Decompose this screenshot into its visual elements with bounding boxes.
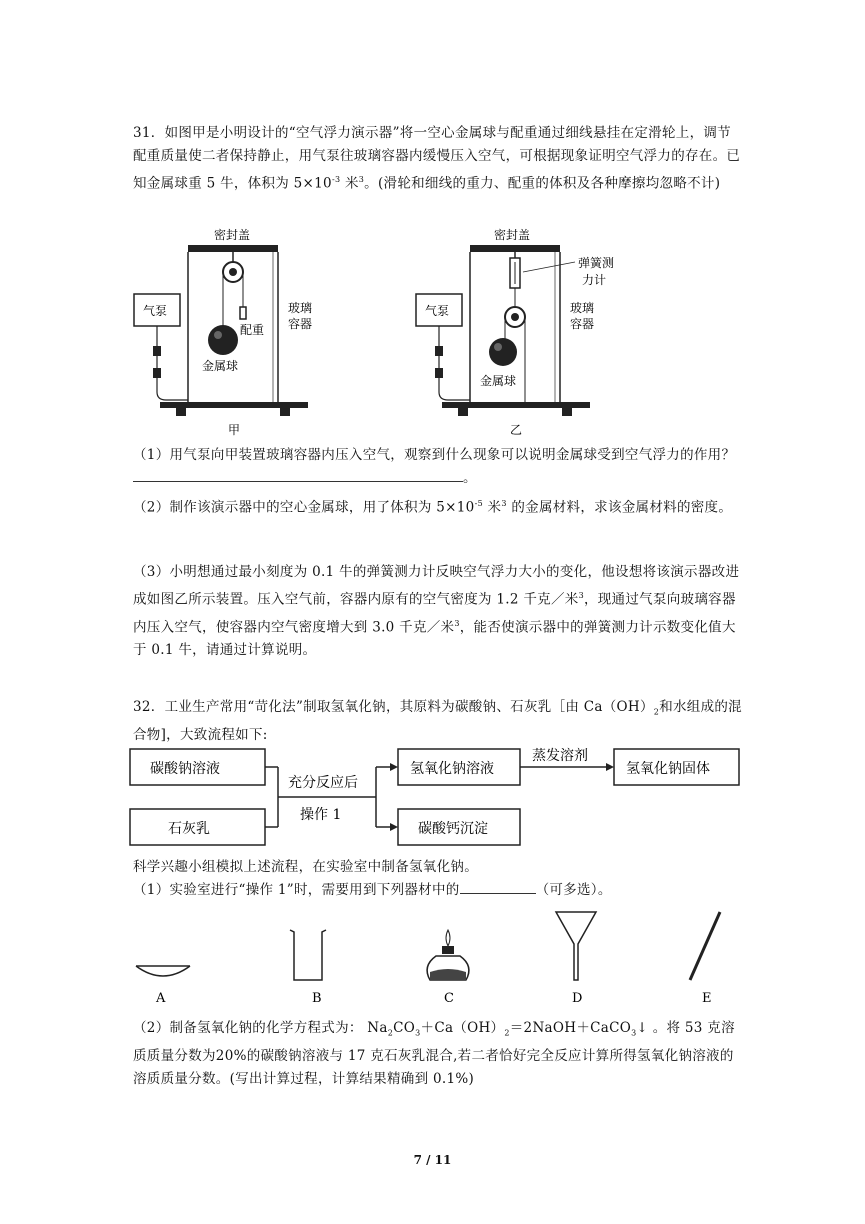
q31-s1-answer-blank[interactable] xyxy=(133,467,463,482)
q31-s3-text: （3）小明想通过最小刻度为 0.1 牛的弹簧测力计反映空气浮力大小的变化，他设想将该演示器改进成如图乙所示装置。压入空气前，容器内原有的空气密度为 1.2 千克／米 xyxy=(133,564,740,608)
q31-s3-end: ，能否使演示器中的弹簧测力计示数变化值大于 0.1 牛，请通过计算说明。 xyxy=(133,619,736,658)
glass-label-jia-2: 容器 xyxy=(288,317,313,331)
q31-intro-unit: 米 xyxy=(340,175,359,192)
q31-s3-exp2: 3 xyxy=(454,618,460,628)
label-c: C xyxy=(444,991,454,1006)
lid-label-yi: 密封盖 xyxy=(494,228,531,242)
q31-s3-exp: 3 xyxy=(578,591,584,600)
apparatus-yi xyxy=(416,227,614,437)
q32-intro-text: 32．工业生产常用“苛化法”制取氢氧化钠，其原料为碳酸钠、石灰乳［由 Ca（OH） xyxy=(133,699,654,715)
funnel-icon xyxy=(556,912,596,980)
q32-s1-text: （1）实验室进行“操作 1”时，需要用到下列器材中的 xyxy=(133,882,460,898)
label-b: B xyxy=(312,991,322,1006)
q32-s2-sub1: 2 xyxy=(387,1028,394,1038)
q31-intro-text: 31．如图甲是小明设计的“空气浮力演示器”将一空心金属球与配重通过细线悬挂在定滑轮上，调节配重质量使二者保持静止，用气泵往玻璃容器内缓慢压入空气，可根据现象证明空气浮力的存在。已知金属球重 5 牛，体积为 5×10 xyxy=(133,125,741,192)
q32-after-text: 科学兴趣小组模拟上述流程，在实验室中制备氢氧化钠。 xyxy=(133,859,478,875)
glass-label-jia: 玻璃 xyxy=(288,301,313,315)
pump-label-jia: 气泵 xyxy=(143,304,168,318)
ball-label-jia: 金属球 xyxy=(202,359,239,373)
q31-intro-unit-exp: 3 xyxy=(358,175,365,184)
q31-intro xyxy=(133,122,743,196)
flow-label-evaporate: 蒸发溶剂 xyxy=(532,748,588,764)
pump-label-yi: 气泵 xyxy=(425,304,450,318)
q31-s1-end: 。 xyxy=(463,470,477,486)
beaker-icon xyxy=(290,930,326,980)
q31-s3-text-b: ，现通过气泵向玻璃容器内压入空气，使容器内空气密度增大到 3.0 千克／米 xyxy=(133,591,736,635)
q32-s2-sub3: 2 xyxy=(504,1028,510,1038)
q32-s2-co: CO xyxy=(393,1020,416,1036)
q31-figure xyxy=(130,222,615,440)
q31-s2-text: （2）制作该演示器中的空心金属球，用了体积为 5×10 xyxy=(133,499,475,516)
spring-label-2: 力计 xyxy=(582,273,607,287)
q32-s2-caoh: ＋Ca（OH） xyxy=(420,1020,505,1036)
q32-s2-text: （2）制备氢氧化钠的化学方程式为： Na xyxy=(133,1020,388,1036)
q32-intro xyxy=(133,696,743,747)
flow-label-after-reaction: 充分反应后 xyxy=(288,775,358,791)
q32-s2 xyxy=(133,1017,743,1091)
flow-label-operation-1: 操作 1 xyxy=(300,807,342,823)
glass-label-yi: 玻璃 xyxy=(570,301,595,315)
q32-s2-end: ↓ 。将 53 克溶质质量分数为20%的碳酸钠溶液与 17 克石灰乳混合,若二者恰好完全反应计算所得氢氧化钠溶液的溶质质量分数。(写出计算过程，计算结果精确到 0.1%) xyxy=(133,1020,735,1087)
q32-apparatus xyxy=(128,908,748,1006)
q31-s1 xyxy=(133,444,743,490)
q31-s2-unit-exp: 3 xyxy=(501,499,507,508)
q32-s2-sub2: 3 xyxy=(415,1028,421,1038)
q31-s2-end: 的金属材料，求该金属材料的密度。 xyxy=(506,499,733,516)
flow-box-sodium-carbonate: 碳酸钠溶液 xyxy=(150,761,220,777)
flow-box-naoh-solution: 氢氧化钠溶液 xyxy=(410,761,494,777)
q32-after xyxy=(133,856,743,879)
q32-intro-sub: 2 xyxy=(653,707,660,717)
q31-s2-unit: 米 xyxy=(482,499,502,516)
label-e: E xyxy=(702,991,712,1006)
caption-jia: 甲 xyxy=(228,423,241,437)
lab-apparatus-row xyxy=(128,908,748,1006)
counterweight-label: 配重 xyxy=(240,323,265,337)
apparatus-jia xyxy=(134,227,312,437)
alcohol-lamp-icon xyxy=(427,930,469,980)
label-d: D xyxy=(572,991,583,1006)
q31-intro-exp: -3 xyxy=(331,175,341,184)
page-number: 7 / 11 xyxy=(413,1153,452,1167)
q31-intro-end: 。(滑轮和细线的重力、配重的体积及各种摩擦均忽略不计) xyxy=(364,175,721,192)
q32-s1-end: （可多选）。 xyxy=(535,882,612,898)
ball-label-yi: 金属球 xyxy=(480,374,517,388)
glass-rod-icon xyxy=(690,912,720,980)
q32-intro-end: 和水组成的混合物]，大致流程如下: xyxy=(133,699,742,743)
process-flow-diagram xyxy=(128,745,748,853)
glass-label-yi-2: 容器 xyxy=(570,317,595,331)
lid-label-jia: 密封盖 xyxy=(214,228,251,242)
q32-s1 xyxy=(133,879,743,902)
label-a: A xyxy=(156,991,166,1006)
q32-flowchart xyxy=(128,745,748,853)
spring-label: 弹簧测 xyxy=(578,256,615,270)
evaporating-dish-icon xyxy=(136,966,190,976)
q31-s2-exp: -5 xyxy=(474,499,483,508)
flow-box-naoh-solid: 氢氧化钠固体 xyxy=(626,761,710,777)
apparatus-diagram xyxy=(130,222,615,440)
q31-s3 xyxy=(133,561,743,662)
q31-s1-text: （1）用气泵向甲装置玻璃容器内压入空气，观察到什么现象可以说明金属球受到空气浮力的作用？ xyxy=(133,447,736,463)
flow-box-lime-milk: 石灰乳 xyxy=(168,821,210,837)
q32-s2-products: ＝2NaOH＋CaCO xyxy=(509,1020,632,1036)
flow-box-caco3: 碳酸钙沉淀 xyxy=(418,821,488,837)
q32-s1-answer-blank[interactable] xyxy=(460,879,536,894)
q32-s2-sub4: 3 xyxy=(631,1028,637,1038)
caption-yi: 乙 xyxy=(510,423,523,437)
q31-s2 xyxy=(133,492,743,520)
